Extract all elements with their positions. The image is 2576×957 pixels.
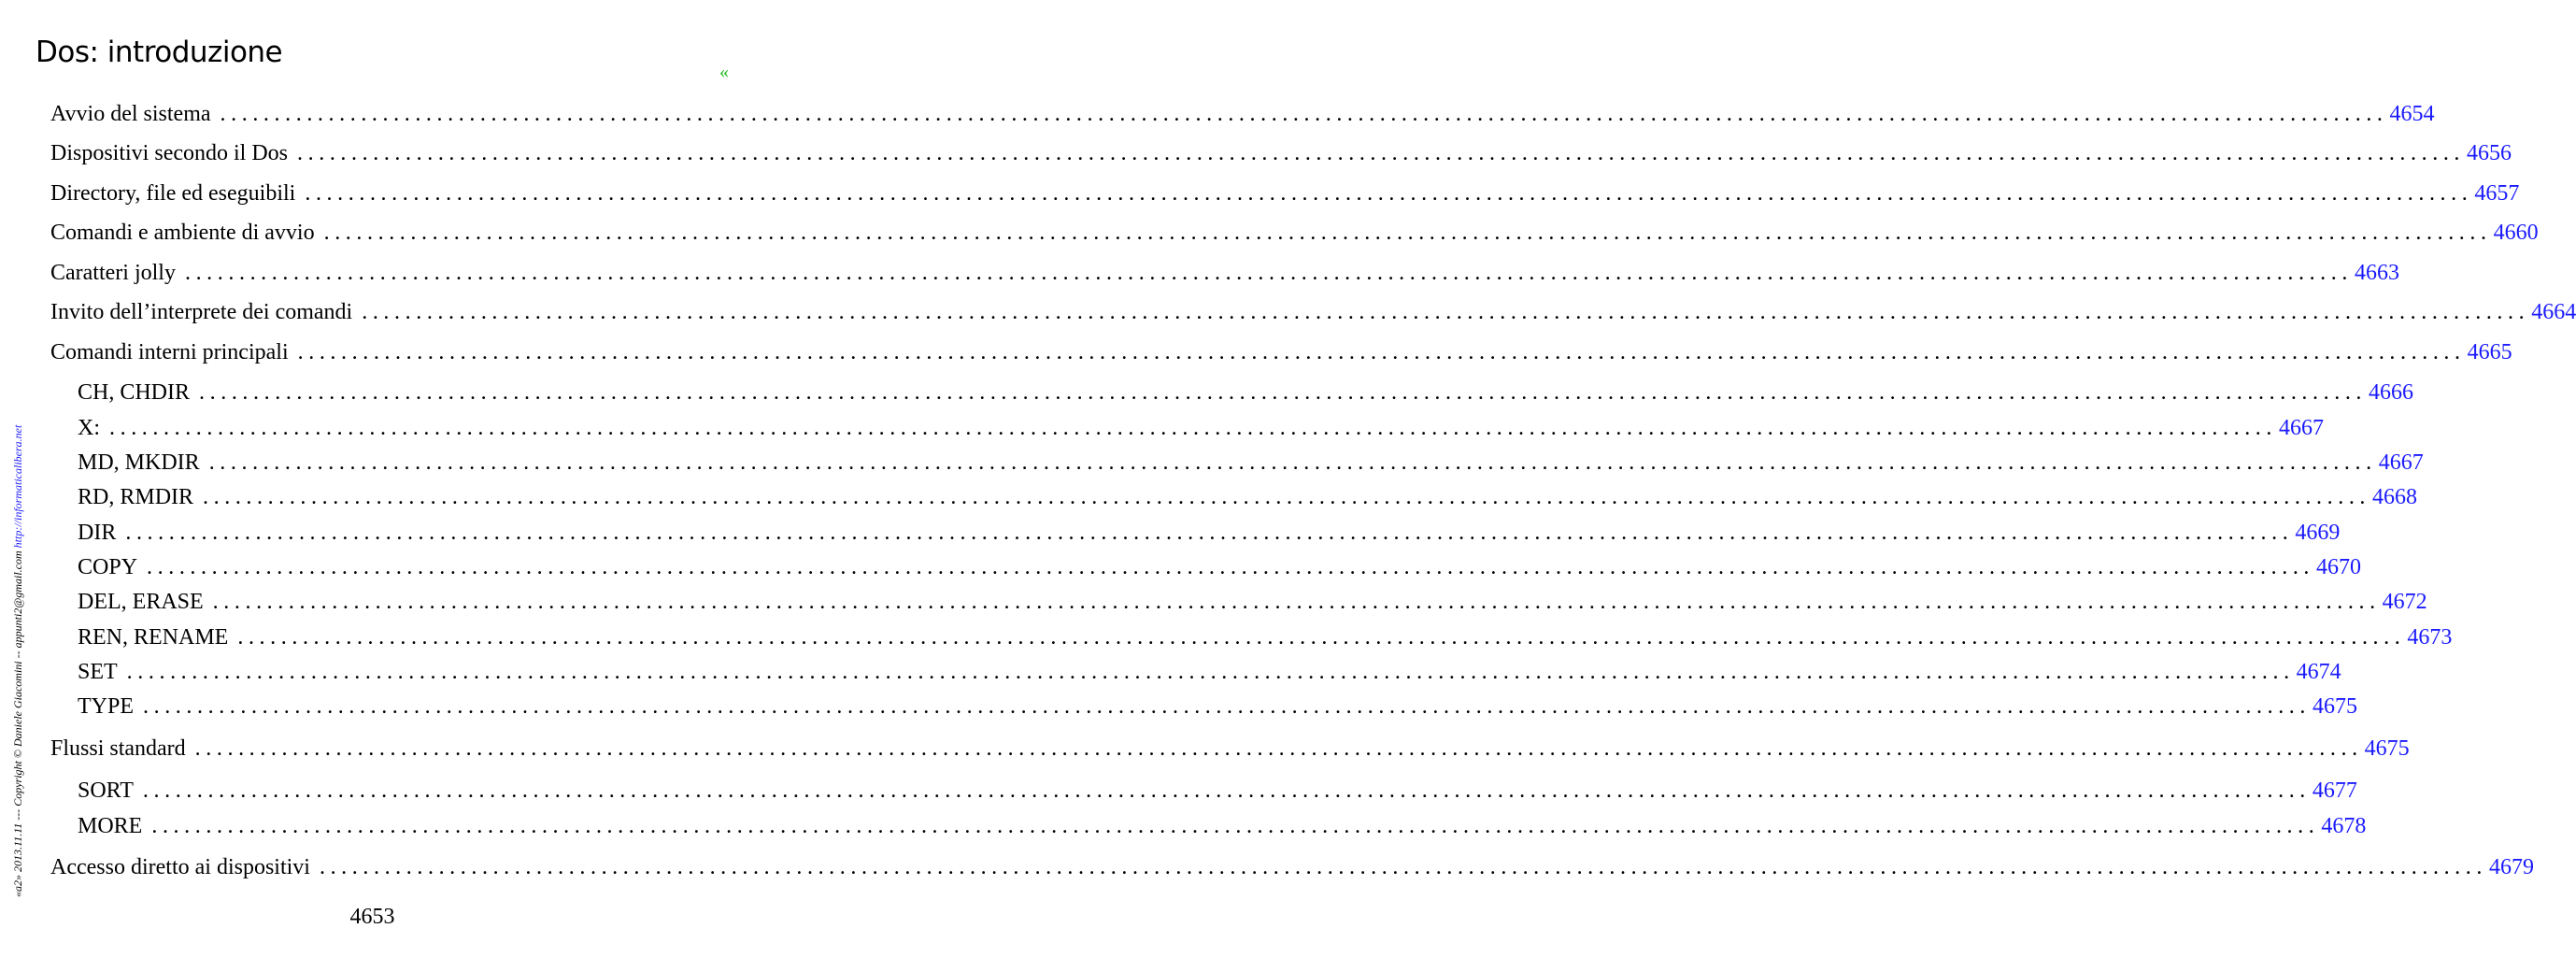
back-to-top-link[interactable]: «: [719, 62, 729, 82]
toc-page-link[interactable]: 4677: [2312, 778, 2357, 803]
toc-leader-dots: ........................................................................................................................................................................................................: [199, 380, 2368, 405]
toc-entry[interactable]: [50, 298, 2576, 326]
toc-page-link[interactable]: 4664: [2531, 300, 2576, 324]
toc-entry[interactable]: [50, 735, 2410, 763]
toc-entry-label: SORT: [78, 778, 134, 803]
toc-entry[interactable]: [78, 414, 2324, 442]
toc-leader-dots: ........................................................................................................................................................................................................: [220, 102, 2388, 126]
toc-entry-label: COPY: [78, 555, 138, 579]
toc-entry-label: Directory, file ed eseguibili: [50, 181, 296, 206]
toc-entry-label: MORE: [78, 814, 143, 838]
toc-leader-dots: ........................................................................................................................................................................................................: [194, 736, 2363, 761]
toc-entry-label: Flussi standard: [50, 736, 186, 761]
toc-leader-dots: ........................................................................................................................................................................................................: [323, 221, 2492, 245]
toc-entry[interactable]: [50, 853, 2534, 881]
toc-page-link[interactable]: 4667: [2279, 416, 2324, 440]
toc-leader-dots: ........................................................................................................................................................................................................: [203, 485, 2371, 509]
toc-leader-dots: ........................................................................................................................................................................................................: [297, 340, 2466, 364]
copyright-text: «a2» 2013.11.11 --- Copyright © Daniele Giacomini -- appunti2@gmail.com: [11, 548, 24, 897]
toc-page-link[interactable]: 4654: [2389, 102, 2435, 126]
toc-entry[interactable]: [50, 259, 2399, 287]
toc-leader-dots: ........................................................................................................................................................................................................: [319, 855, 2487, 879]
toc-leader-dots: ........................................................................................................................................................................................................: [362, 300, 2530, 324]
toc-entry-label: MD, MKDIR: [78, 450, 200, 475]
toc-leader-dots: ........................................................................................................................................................................................................: [143, 694, 2311, 719]
toc-leader-dots: ........................................................................................................................................................................................................: [184, 261, 2353, 285]
copyright-side-note: [11, 318, 25, 897]
toc-entry[interactable]: [78, 519, 2341, 547]
website-link[interactable]: http://informaticalibera.net: [11, 424, 24, 549]
toc-page-link[interactable]: 4672: [2382, 590, 2427, 614]
toc-leader-dots: ........................................................................................................................................................................................................: [237, 625, 2406, 650]
toc-entry-label: Caratteri jolly: [50, 261, 176, 285]
toc-leader-dots: ........................................................................................................................................................................................................: [297, 141, 2466, 165]
toc-leader-dots: ........................................................................................................................................................................................................: [212, 590, 2381, 614]
toc-leader-dots: ........................................................................................................................................................................................................: [147, 555, 2315, 579]
toc-leader-dots: ........................................................................................................................................................................................................: [142, 778, 2311, 803]
toc-page-link[interactable]: 4668: [2372, 485, 2418, 509]
toc-entry[interactable]: [78, 623, 2453, 651]
toc-entry[interactable]: [78, 777, 2357, 805]
toc-entry-label: Avvio del sistema: [50, 102, 211, 126]
toc-leader-dots: ........................................................................................................................................................................................................: [126, 660, 2295, 684]
toc-entry-label: RD, RMDIR: [78, 485, 194, 509]
toc-entry[interactable]: [78, 588, 2427, 616]
toc-entry[interactable]: [50, 179, 2520, 207]
toc-entry-label: Comandi e ambiente di avvio: [50, 221, 315, 245]
chapter-title: Dos: introduzione: [36, 36, 283, 69]
toc-entry-label: TYPE: [78, 694, 134, 719]
toc-entry-label: DEL, ERASE: [78, 590, 204, 614]
toc-entry-label: SET: [78, 660, 118, 684]
toc-entry-label: DIR: [78, 521, 117, 545]
toc-page-link[interactable]: 4660: [2493, 221, 2539, 245]
toc-page-link[interactable]: 4657: [2474, 181, 2520, 206]
toc-leader-dots: ........................................................................................................................................................................................................: [109, 416, 2277, 440]
toc-entry[interactable]: [78, 379, 2414, 407]
toc-entry-label: Dispositivi secondo il Dos: [50, 141, 289, 165]
toc-entry[interactable]: [50, 100, 2435, 128]
toc-entry[interactable]: [78, 693, 2357, 721]
toc-entry[interactable]: [50, 219, 2539, 247]
toc-leader-dots: ........................................................................................................................................................................................................: [125, 521, 2294, 545]
toc-entry[interactable]: [50, 139, 2512, 167]
toc-entry-label: Accesso diretto ai dispositivi: [50, 855, 310, 879]
toc-page-link[interactable]: 4663: [2354, 261, 2399, 285]
page-number: 4653: [349, 905, 395, 929]
toc-page-link[interactable]: 4667: [2378, 450, 2424, 475]
toc-page-link[interactable]: 4675: [2364, 736, 2410, 761]
toc-entry[interactable]: [78, 658, 2341, 686]
toc-entry[interactable]: [78, 812, 2367, 840]
toc-page-link[interactable]: 4679: [2488, 855, 2534, 879]
toc-page-link[interactable]: 4678: [2321, 814, 2367, 838]
toc-page-link[interactable]: 4675: [2313, 694, 2357, 719]
toc-page-link[interactable]: 4669: [2295, 521, 2341, 545]
toc-entry-label: Comandi interni principali: [50, 340, 289, 364]
toc-entry-label: REN, RENAME: [78, 625, 229, 650]
toc-leader-dots: ........................................................................................................................................................................................................: [305, 181, 2473, 206]
toc-entry-label: X:: [78, 416, 100, 440]
toc-entry[interactable]: [78, 553, 2362, 581]
toc-page-link[interactable]: 4665: [2467, 340, 2512, 364]
toc-entry[interactable]: [50, 338, 2512, 366]
toc-page-link[interactable]: 4670: [2316, 555, 2362, 579]
toc-entry[interactable]: [78, 483, 2418, 511]
toc-page-link[interactable]: 4673: [2407, 625, 2453, 650]
toc-entry-label: Invito dell’interprete dei comandi: [50, 300, 353, 324]
toc-leader-dots: ........................................................................................................................................................................................................: [151, 814, 2320, 838]
toc-page-link[interactable]: 4666: [2369, 380, 2414, 405]
toc-leader-dots: ........................................................................................................................................................................................................: [208, 450, 2377, 475]
toc-entry[interactable]: [78, 449, 2424, 477]
toc-page-link[interactable]: 4656: [2467, 141, 2512, 165]
toc-page-link[interactable]: 4674: [2296, 660, 2341, 684]
toc-entry-label: CH, CHDIR: [78, 380, 191, 405]
